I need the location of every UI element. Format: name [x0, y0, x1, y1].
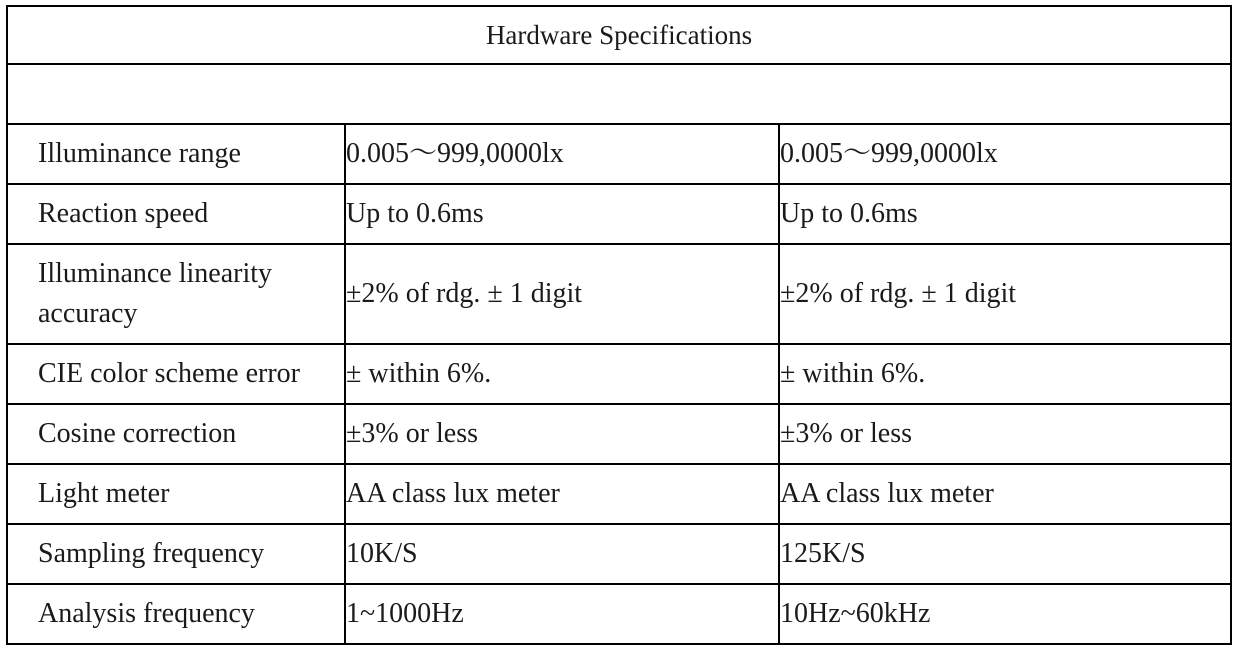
- row-value-b: 125K/S: [779, 524, 1231, 584]
- table-row: [7, 344, 1231, 404]
- row-label: Analysis frequency: [7, 584, 345, 644]
- table-title-row: [7, 6, 1231, 64]
- row-value-a: 0.005～999,0000lx: [345, 124, 779, 184]
- table-row: [7, 404, 1231, 464]
- row-value-a: AA class lux meter: [345, 464, 779, 524]
- blank-header-row: [7, 64, 1231, 124]
- row-value-b: AA class lux meter: [779, 464, 1231, 524]
- table-row: [7, 244, 1231, 344]
- row-label: Illuminance linearity accuracy: [7, 244, 345, 344]
- table-row: [7, 524, 1231, 584]
- row-label: Illuminance range: [7, 124, 345, 184]
- blank-header-cell: [7, 64, 1231, 124]
- row-value-a: Up to 0.6ms: [345, 184, 779, 244]
- row-label: CIE color scheme error: [7, 344, 345, 404]
- row-label: Cosine correction: [7, 404, 345, 464]
- table-title: Hardware Specifications: [7, 6, 1231, 64]
- row-value-a: ± within 6%.: [345, 344, 779, 404]
- table-row: [7, 184, 1231, 244]
- row-value-a: 1~1000Hz: [345, 584, 779, 644]
- row-label: Sampling frequency: [7, 524, 345, 584]
- row-value-b: ±3% or less: [779, 404, 1231, 464]
- row-value-b: ±2% of rdg. ± 1 digit: [779, 244, 1231, 344]
- row-label: Light meter: [7, 464, 345, 524]
- row-label: Reaction speed: [7, 184, 345, 244]
- table-row: [7, 584, 1231, 644]
- row-value-b: ± within 6%.: [779, 344, 1231, 404]
- row-value-b: Up to 0.6ms: [779, 184, 1231, 244]
- row-value-b: 10Hz~60kHz: [779, 584, 1231, 644]
- row-value-a: ±2% of rdg. ± 1 digit: [345, 244, 779, 344]
- row-value-b: 0.005～999,0000lx: [779, 124, 1231, 184]
- row-value-a: 10K/S: [345, 524, 779, 584]
- table-row: [7, 124, 1231, 184]
- row-value-a: ±3% or less: [345, 404, 779, 464]
- hardware-specifications-table: [6, 5, 1232, 645]
- table-row: [7, 464, 1231, 524]
